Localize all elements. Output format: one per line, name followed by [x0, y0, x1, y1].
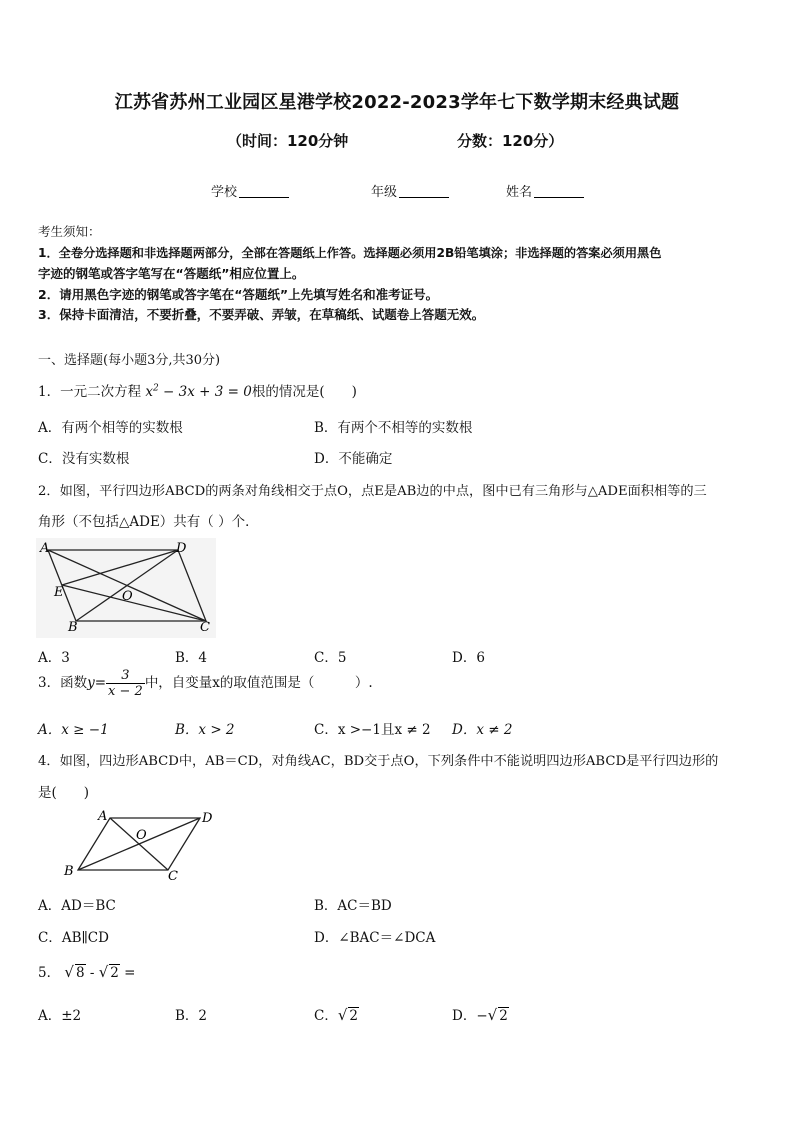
q4-label-b: B	[64, 864, 74, 879]
q1-suffix: 根的情况是( )	[251, 384, 357, 400]
exam-time: （时间：120分钟	[227, 132, 349, 150]
q5-option-c[interactable]: C．√ 2	[314, 1006, 358, 1024]
q4-option-a[interactable]: A．AD＝BC	[38, 898, 116, 914]
q1-option-d[interactable]: D．不能确定	[314, 451, 393, 467]
q3-prefix: 3．函数	[38, 675, 88, 691]
q2-option-a[interactable]: A．3	[38, 650, 70, 666]
q1-equation: $x^2 - 3x + 3 = 0$	[145, 383, 252, 400]
name-blank	[534, 184, 584, 198]
question-1	[38, 380, 357, 400]
q3-option-a[interactable]: A．x ≥ −1	[38, 722, 109, 738]
exam-title: 江苏省苏州工业园区星港学校2022-2023学年七下数学期末经典试题	[114, 92, 680, 113]
q5-option-b[interactable]: B．2	[175, 1008, 208, 1024]
q5-option-a[interactable]: A．±2	[38, 1008, 82, 1024]
q3-suffix: 中，自变量x的取值范围是（ ）.	[144, 675, 373, 691]
q4-label-c: C	[168, 869, 178, 884]
question-3	[38, 668, 373, 699]
grade-blank	[399, 184, 449, 198]
q2-label-o: O	[122, 589, 133, 604]
q2-line-1: 2．如图，平行四边形ABCD的两条对角线相交于点O，点E是AB边的中点，图中已有三角形与△ADE面积相等的三	[38, 484, 707, 499]
section-heading: 一、选择题(每小题3分,共30分)	[38, 353, 221, 368]
notice-line-1b: 字迹的钢笔或答字笔写在“答题纸”相应位置上。	[38, 266, 305, 281]
name-label: 姓名	[506, 185, 533, 200]
q4-label-a: A	[98, 809, 108, 824]
grade-field	[371, 181, 449, 200]
q2-label-b: B	[68, 620, 78, 635]
q4-parallelogram-figure	[60, 806, 220, 886]
q2-label-c: C	[200, 620, 210, 635]
q4-option-c[interactable]: C．AB∥CD	[38, 930, 109, 946]
school-field	[211, 181, 289, 200]
q4-diagonal-bd	[78, 818, 200, 870]
q5-option-d-label: D．	[452, 1008, 477, 1024]
q2-option-b[interactable]: B．4	[175, 650, 208, 666]
notice-line-3: 3．保持卡面清洁，不要折叠，不要弄破、弄皱，在草稿纸、试题卷上答题无效。	[38, 307, 485, 322]
q5-option-c-label: C．	[314, 1008, 338, 1024]
school-label: 学校	[211, 185, 238, 200]
q1-option-c[interactable]: C．没有实数根	[38, 451, 130, 467]
q1-option-b[interactable]: B．有两个不相等的实数根	[314, 420, 473, 436]
q1-option-a[interactable]: A．有两个相等的实数根	[38, 420, 183, 436]
q5-option-d[interactable]: D．−√ 2	[452, 1006, 508, 1024]
q4-line-2: 是( )	[38, 785, 90, 801]
q4-option-d[interactable]: D．∠BAC＝∠DCA	[314, 930, 436, 946]
q3-option-c[interactable]: C．x >−1且x ≠ 2	[314, 722, 431, 738]
q4-label-d: D	[202, 811, 213, 826]
q3-option-b[interactable]: B．x > 2	[175, 722, 235, 738]
q2-label-a: A	[40, 541, 50, 556]
notice-line-2: 2．请用黑色字迹的钢笔或答字笔在“答题纸”上先填写姓名和准考证号。	[38, 287, 439, 302]
q4-option-b[interactable]: B．AC＝BD	[314, 898, 392, 914]
notice-line-1a: 1．全卷分选择题和非选择题两部分，全部在答题纸上作答。选择题必须用2B铅笔填涂；非选择题的答案必须用黑色	[38, 246, 662, 260]
exam-score: 分数：120分）	[457, 132, 564, 150]
school-blank	[239, 184, 289, 198]
q2-label-e: E	[54, 585, 64, 600]
grade-label: 年级	[371, 185, 398, 200]
q2-option-d[interactable]: D．6	[452, 650, 485, 666]
q5-prefix: 5．	[38, 965, 61, 981]
q3-numerator: 3	[106, 668, 145, 684]
q3-y-eq: y=	[87, 675, 107, 691]
notice-heading: 考生须知：	[38, 224, 101, 239]
name-field	[506, 181, 584, 200]
q5-expression: √ 8 - √ 2 =	[64, 963, 136, 981]
q3-denominator: x − 2	[108, 684, 143, 699]
q2-label-d: D	[176, 541, 187, 556]
q1-prefix: 1．一元二次方程	[38, 384, 142, 400]
question-5	[38, 961, 135, 981]
q3-fraction	[106, 668, 145, 699]
q2-parallelogram-figure	[36, 538, 216, 638]
q2-line-2: 角形（不包括△ADE）共有（ ）个．	[38, 514, 259, 530]
q4-line-1: 4．如图，四边形ABCD中，AB＝CD，对角线AC，BD交于点O，下列条件中不能说明四边形ABCD是平行四边形的	[38, 754, 719, 769]
q3-option-d[interactable]: D．x ≠ 2	[452, 722, 513, 738]
q2-option-c[interactable]: C．5	[314, 650, 347, 666]
q4-label-o: O	[136, 828, 147, 843]
